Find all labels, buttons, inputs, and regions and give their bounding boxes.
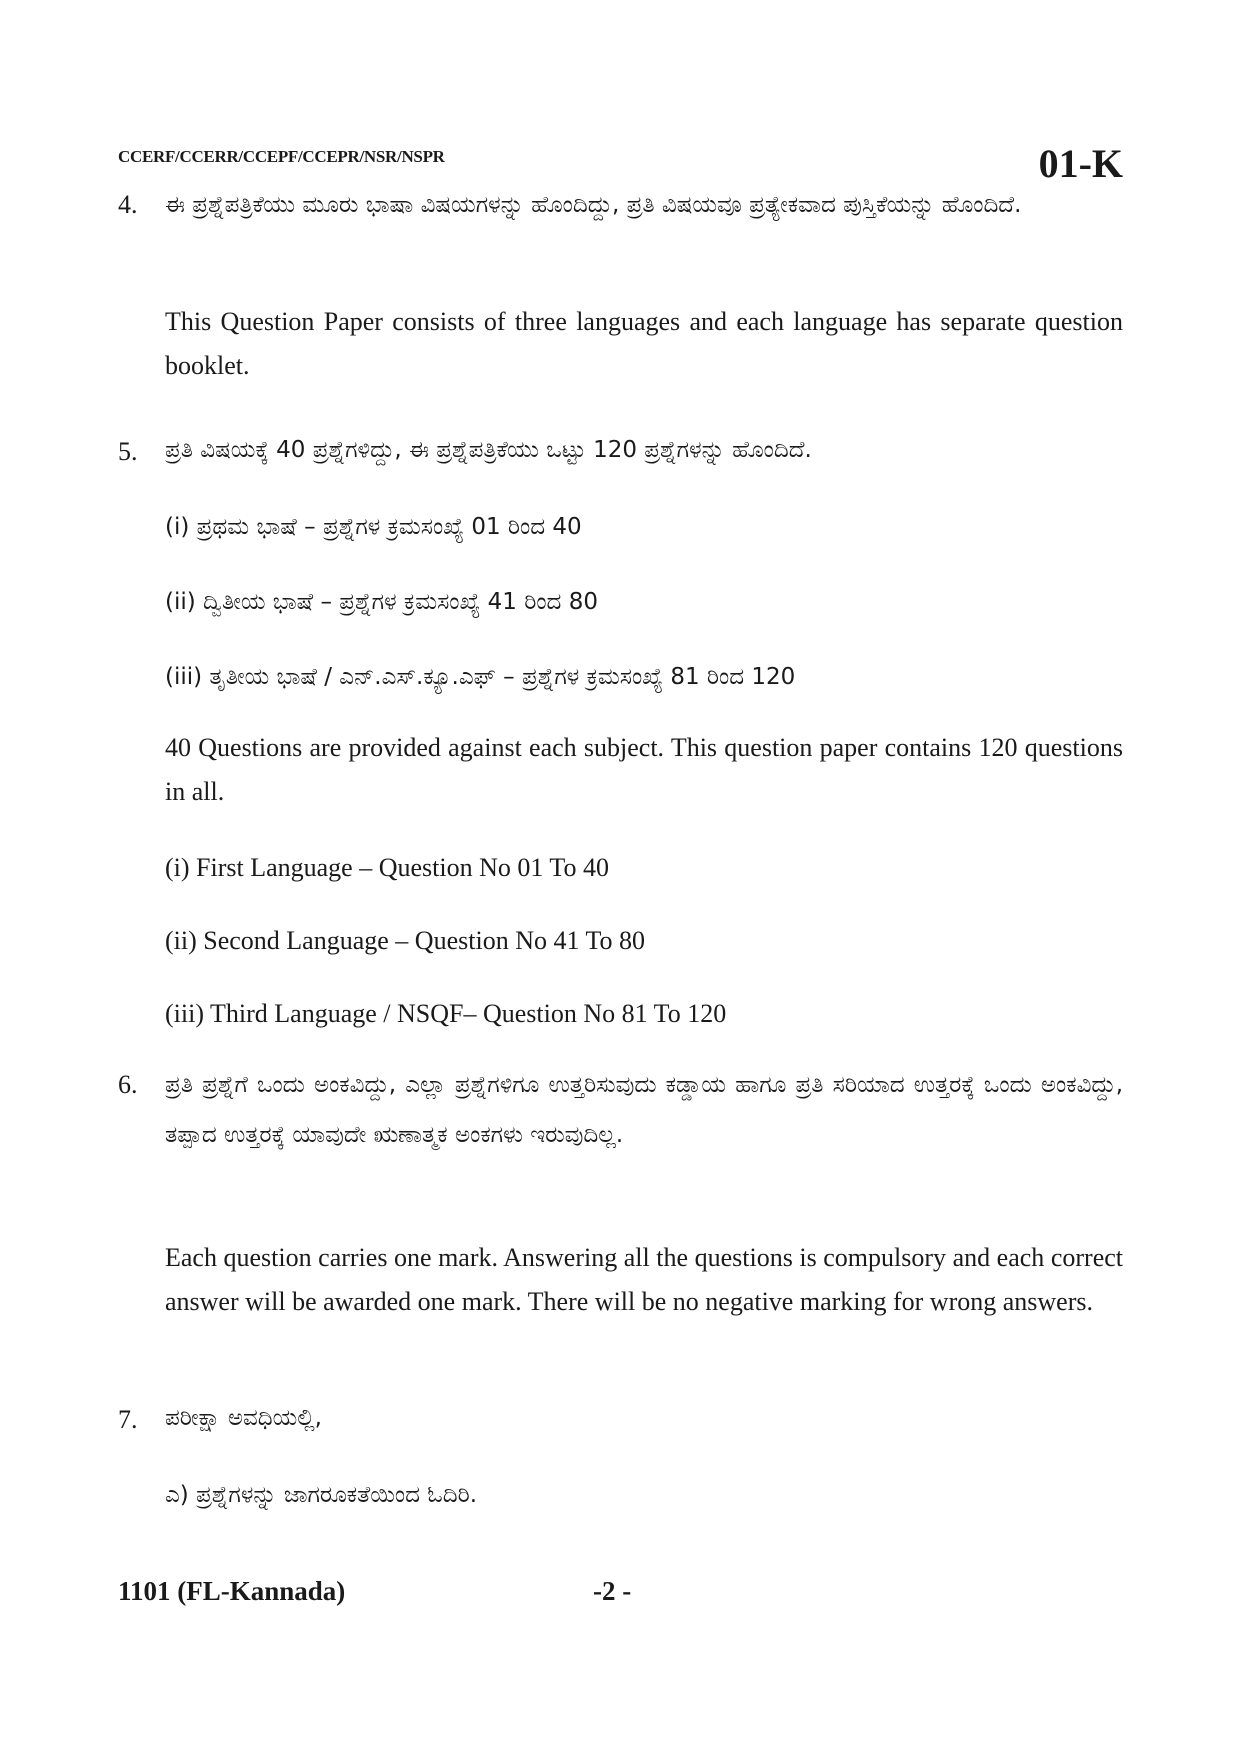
- item-6-kannada: ಪ್ರತಿ ಪ್ರಶ್ನೆಗೆ ಒಂದು ಅಂಕವಿದ್ದು, ಎಲ್ಲಾ ಪ್ರಶ್ನೆಗಳಿಗೂ ಉತ್ತರಿಸುವುದು ಕಡ್ಡಾಯ ಹಾಗೂ ಪ್ರತಿ ಸರಿಯಾದ ಉತ್ತರಕ್ಕೆ ಒಂದು ಅಂಕವಿದ್ದು, ತಪ್ಪಾದ ಉತ್ತರಕ್ಕೆ ಯಾವುದೇ ಋಣಾತ್ಮಕ ಅಂಕಗಳು ಇರುವುದಿಲ್ಲ.: [165, 1072, 1123, 1148]
- item-5-kannada: ಪ್ರತಿ ವಿಷಯಕ್ಕೆ 40 ಪ್ರಶ್ನೆಗಳಿದ್ದು, ಈ ಪ್ರಶ್ನೆಪತ್ರಿಕೆಯು ಒಟ್ಟು 120 ಪ್ರಶ್ನೆಗಳನ್ನು ಹೊಂದಿದೆ.: [165, 437, 812, 463]
- page-number: -2 -: [593, 1576, 632, 1606]
- item-4-english: This Question Paper consists of three languages and each language has separate question booklet.: [165, 307, 1123, 380]
- item-number-6: 6.: [118, 1070, 138, 1099]
- item-5-english: 40 Questions are provided against each subject. This question paper contains 120 questions in all.: [165, 733, 1123, 806]
- item-5-english-sub-3: (iii) Third Language / NSQF– Question No 81 To 120: [165, 999, 727, 1028]
- item-5-english-sub-1: (i) First Language – Question No 01 To 40: [165, 853, 609, 882]
- item-5-kannada-sub-1: (i) ಪ್ರಥಮ ಭಾಷೆ – ಪ್ರಶ್ನೆಗಳ ಕ್ರಮಸಂಖ್ಯೆ 01 ರಿಂದ 40: [165, 514, 582, 540]
- item-number-5: 5.: [118, 437, 138, 466]
- item-5-kannada-sub-3: (iii) ತೃತೀಯ ಭಾಷೆ / ಎನ್.ಎಸ್.ಕ್ಯೂ.ಎಫ್ – ಪ್ರಶ್ನೆಗಳ ಕ್ರಮಸಂಖ್ಯೆ 81 ರಿಂದ 120: [165, 664, 796, 690]
- item-7-kannada-sub-1: ಎ) ಪ್ರಶ್ನೆಗಳನ್ನು ಜಾಗರೂಕತೆಯಿಂದ ಓದಿರಿ.: [165, 1482, 478, 1508]
- item-7-kannada: ಪರೀಕ್ಷಾ ಅವಧಿಯಲ್ಲಿ,: [165, 1405, 322, 1431]
- item-4-kannada: ಈ ಪ್ರಶ್ನೆಪತ್ರಿಕೆಯು ಮೂರು ಭಾಷಾ ವಿಷಯಗಳನ್ನು ಹೊಂದಿದ್ದು, ಪ್ರತಿ ವಿಷಯವೂ ಪ್ರತ್ಯೇಕವಾದ ಪುಸ್ತಿಕೆಯನ್ನು ಹೊಂದಿದೆ.: [165, 192, 1022, 218]
- item-number-4: 4.: [118, 190, 138, 219]
- item-6-english: Each question carries one mark. Answering all the questions is compulsory and each correct answer will be awarded one mark. There will be no negative marking for wrong answers.: [165, 1243, 1123, 1316]
- question-set-code: 01-K: [1038, 141, 1123, 186]
- item-5-kannada-sub-2: (ii) ದ್ವಿತೀಯ ಭಾಷೆ – ಪ್ರಶ್ನೆಗಳ ಕ್ರಮಸಂಖ್ಯೆ 41 ರಿಂದ 80: [165, 589, 598, 615]
- item-5-english-sub-2: (ii) Second Language – Question No 41 To 80: [165, 926, 646, 955]
- footer-paper-code: 1101 (FL-Kannada): [118, 1576, 346, 1606]
- exam-code-header: CCERF/CCERR/CCEPF/CCEPR/NSR/NSPR: [118, 147, 445, 166]
- item-number-7: 7.: [118, 1405, 138, 1434]
